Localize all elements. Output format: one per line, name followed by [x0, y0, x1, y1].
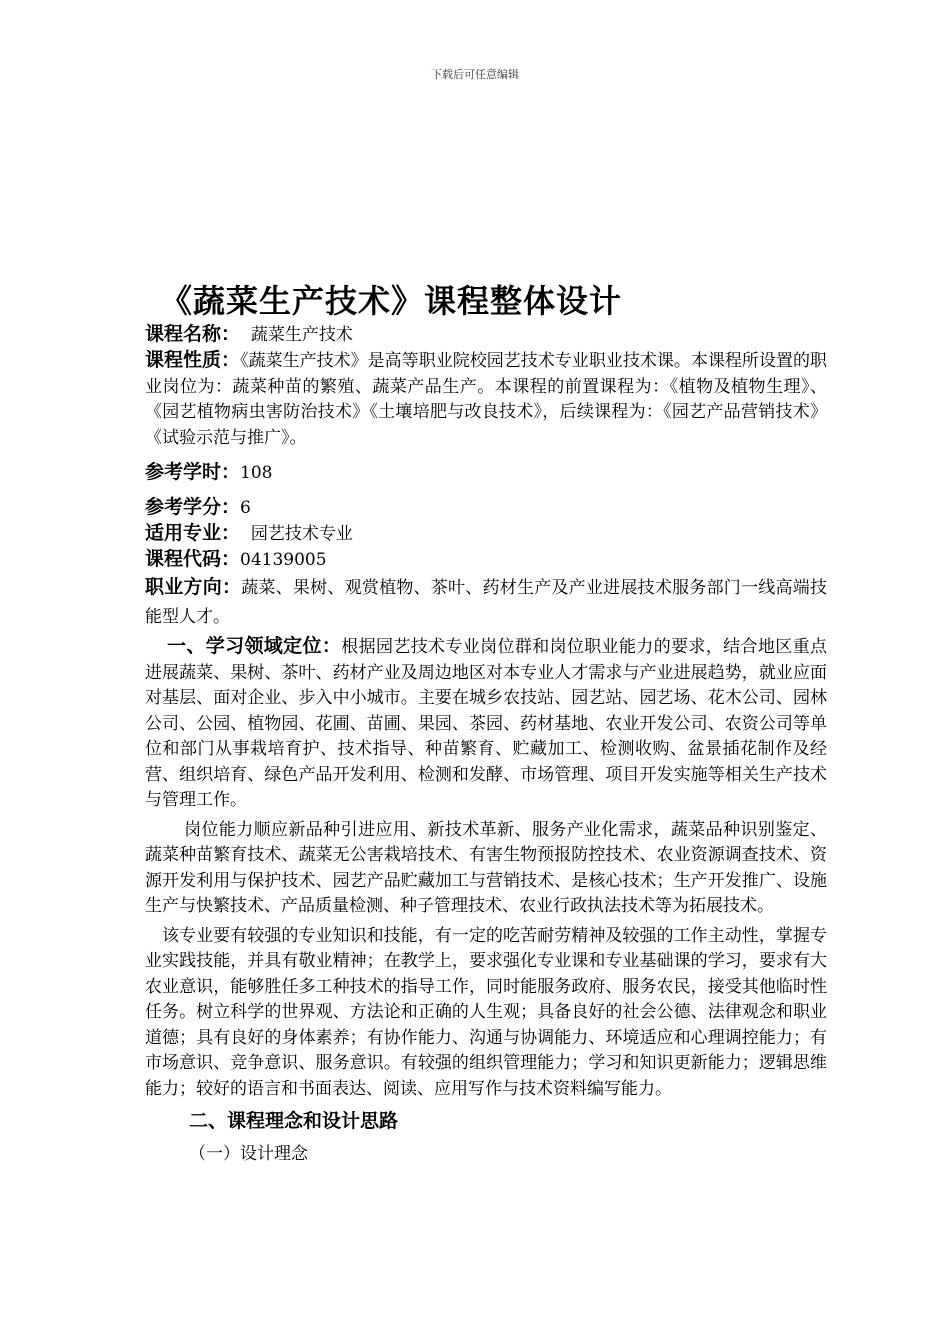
field-credits	[145, 495, 827, 521]
career-label: 职业方向：	[145, 576, 242, 598]
major-value: 园艺技术专业	[240, 524, 353, 544]
field-major	[145, 521, 827, 547]
section2-subheading: （一）设计理念	[189, 1144, 308, 1164]
section1-paragraph3: 该专业要有较强的专业知识和技能，有一定的吃苦耐劳精神及较强的工作主动性，掌握专业实践技能，并具有敬业精神；在教学上，要求强化专业课和专业基础课的学习，要求有大农业意识，能够胜任多工种技术的指导工作，同时能服务政府、服务农民，接受其他临时性任务。树立科学的世界观、方法论和正确的人生观；具备良好的社会公德、法律观念和职业道德；具有良好的身体素养；有协作能力、沟通与协调能力、环境适应和心理调控能力；有市场意识、竞争意识、服务意识。有较强的组织管理能力；学习和知识更新能力；逻辑思维能力；较好的语言和书面表达、阅读、应用写作与技术资料编写能力。	[145, 925, 827, 1099]
course-name-label: 课程名称：	[145, 323, 241, 345]
credits-value: 6	[240, 498, 251, 518]
field-hours	[145, 460, 827, 486]
hours-value: 108	[240, 463, 273, 483]
document-body	[145, 322, 827, 1168]
field-course-code	[145, 547, 827, 573]
course-nature-value: 《蔬菜生产技术》是高等职业院校园艺技术专业职业技术课。本课程所设置的职业岗位为：蔬菜种苗的繁殖、蔬菜产品生产。本课程的前置课程为：《植物及植物生理》、《园艺植物病虫害防治技术》《土壤培肥与改良技术》，后续课程为：《园艺产品营销技术》《试验示范与推广》。	[145, 351, 827, 448]
section1-heading: 一、学习领域定位：	[167, 635, 342, 657]
document-title: 《蔬菜生产技术》课程整体设计	[160, 282, 623, 320]
course-name-value: 蔬菜生产技术	[240, 325, 353, 345]
major-label: 适用专业：	[145, 522, 241, 544]
section1-paragraph1	[145, 634, 827, 814]
field-course-nature	[145, 348, 827, 451]
section1-paragraph2: 岗位能力顺应新品种引进应用、新技术革新、服务产业化需求，蔬菜品种识别鉴定、蔬菜种苗繁育技术、蔬菜无公害栽培技术、有害生物预报防控技术、农业资源调查技术、资源开发利用与保护技术、园艺产品贮藏加工与营销技术、是核心技术；生产开发推广、设施生产与快繁技术、产品质量检测、种子管理技术、农业行政执法技术等为拓展技术。	[145, 819, 827, 916]
header-note: 下载后可任意编辑	[431, 68, 519, 81]
career-value: 蔬菜、果树、观赏植物、茶叶、药材生产及产业进展技术服务部门一线高端技能型人才。	[145, 578, 827, 627]
field-course-name	[145, 322, 827, 348]
section1-para1-text: 根据园艺技术专业岗位群和岗位职业能力的要求，结合地区重点进展蔬菜、果树、茶叶、药材产业及周边地区对本专业人才需求与产业进展趋势，就业应面对基层、面对企业、步入中小城市。主要在城乡农技站、园艺站、园艺场、花木公司、园林公司、公园、植物园、花圃、苗圃、果园、茶园、药材基地、农业开发公司、农资公司等单位和部门从事栽培育护、技术指导、种苗繁育、贮藏加工、检测收购、盆景插花制作及经营、组织培育、绿色产品开发利用、检测和发酵、市场管理、项目开发实施等相关生产技术与管理工作。	[145, 637, 827, 810]
course-code-value: 04139005	[240, 550, 327, 570]
hours-label: 参考学时：	[145, 461, 241, 483]
section2-heading: 二、课程理念和设计思路	[189, 1110, 399, 1132]
credits-label: 参考学分：	[145, 496, 241, 518]
course-nature-label: 课程性质：	[145, 349, 241, 371]
field-career	[145, 573, 827, 632]
course-code-label: 课程代码：	[145, 548, 241, 570]
